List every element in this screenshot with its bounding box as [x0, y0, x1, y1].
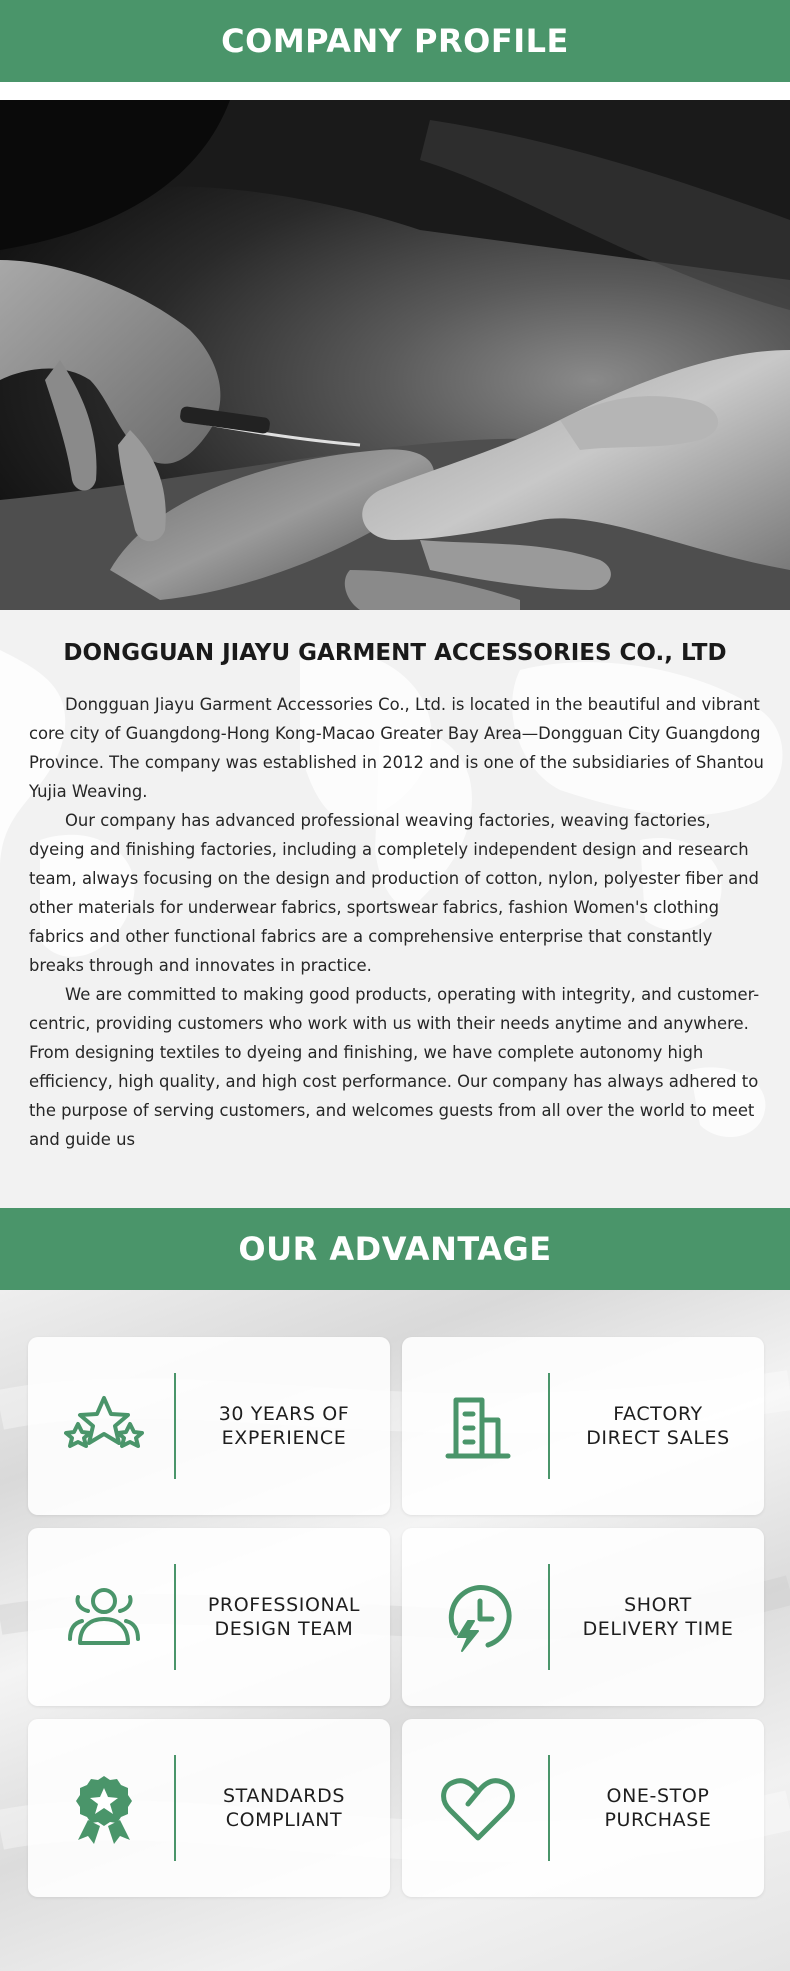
our-advantage-banner [0, 1208, 790, 1290]
heart-icon [438, 1768, 518, 1848]
advantage-label-line2: DELIVERY TIME [582, 1618, 734, 1640]
advantage-label-line2: COMPLIANT [225, 1809, 343, 1831]
advantage-label-line1: SHORT [624, 1594, 692, 1616]
advantage-card-design-team [28, 1528, 390, 1706]
advantage-card-delivery [402, 1528, 764, 1706]
advantage-label-line1: STANDARDS [223, 1785, 345, 1807]
advantage-label [552, 1528, 764, 1706]
advantage-label-line1: FACTORY [613, 1403, 703, 1425]
advantage-label [552, 1719, 764, 1897]
advantage-card-factory [402, 1337, 764, 1515]
about-section [0, 610, 790, 1208]
card-divider [548, 1564, 550, 1670]
advantage-card-one-stop [402, 1719, 764, 1897]
advantage-card-experience [28, 1337, 390, 1515]
card-divider [174, 1564, 176, 1670]
about-paragraph-2: Our company has advanced professional weaving factories, weaving factories, dyeing and finishing factories, including a completely independent design and research team, always focusing on the design and production of cotton, nylon, polyester fiber and other materials for underwear fabrics, sportswear fabrics, fashion Women's clothing fabrics and other functional fabrics are a comprehensive enterprise that constantly breaks through and innovates in practice. [29, 811, 759, 975]
hero-illustration [0, 100, 790, 610]
advantage-label-line2: PURCHASE [604, 1809, 712, 1831]
card-divider [548, 1373, 550, 1479]
advantage-label-line1: 30 YEARS OF [218, 1403, 350, 1425]
our-advantage-title: OUR ADVANTAGE [238, 1230, 552, 1268]
advantage-label [178, 1719, 390, 1897]
about-paragraph-3: We are committed to making good products, operating with integrity, and customer-centric, providing customers who work with us with their needs anytime and anywhere. From designing textiles to dyeing and finishing, we have complete autonomy high efficiency, high quality, and high cost performance. Our company has always adhered to the purpose of serving customers, and welcomes guests from all over the world to meet and guide us [29, 985, 760, 1149]
company-name-heading: DONGGUAN JIAYU GARMENT ACCESSORIES CO., LTD [63, 640, 727, 666]
company-profile-title: COMPANY PROFILE [221, 22, 569, 60]
advantage-label [178, 1337, 390, 1515]
advantage-label [178, 1528, 390, 1706]
hero-photo-craftsman-hands [0, 100, 790, 610]
about-paragraph-1: Dongguan Jiayu Garment Accessories Co., Ltd. is located in the beautiful and vibrant core city of Guangdong-Hong Kong-Macao Greater Bay Area—Dongguan City Guangdong Province. The company was established in 2012 and is one of the subsidiaries of Shantou Yujia Weaving. [29, 695, 764, 801]
advantages-section [0, 1290, 790, 1971]
advantage-card-standards [28, 1719, 390, 1897]
award-badge-icon [64, 1768, 144, 1848]
advantage-label-line2: DESIGN TEAM [214, 1618, 354, 1640]
advantage-label-line2: EXPERIENCE [221, 1427, 347, 1449]
fast-clock-icon [438, 1577, 518, 1657]
advantage-label [552, 1337, 764, 1515]
advantage-label-line1: PROFESSIONAL [207, 1594, 361, 1616]
company-description [29, 690, 764, 1154]
advantage-label-line1: ONE-STOP [606, 1785, 710, 1807]
stars-icon [64, 1386, 144, 1466]
factory-building-icon [438, 1386, 518, 1466]
company-profile-banner [0, 0, 790, 82]
advantage-label-line2: DIRECT SALES [586, 1427, 730, 1449]
team-icon [64, 1577, 144, 1657]
card-divider [174, 1755, 176, 1861]
card-divider [548, 1755, 550, 1861]
card-divider [174, 1373, 176, 1479]
